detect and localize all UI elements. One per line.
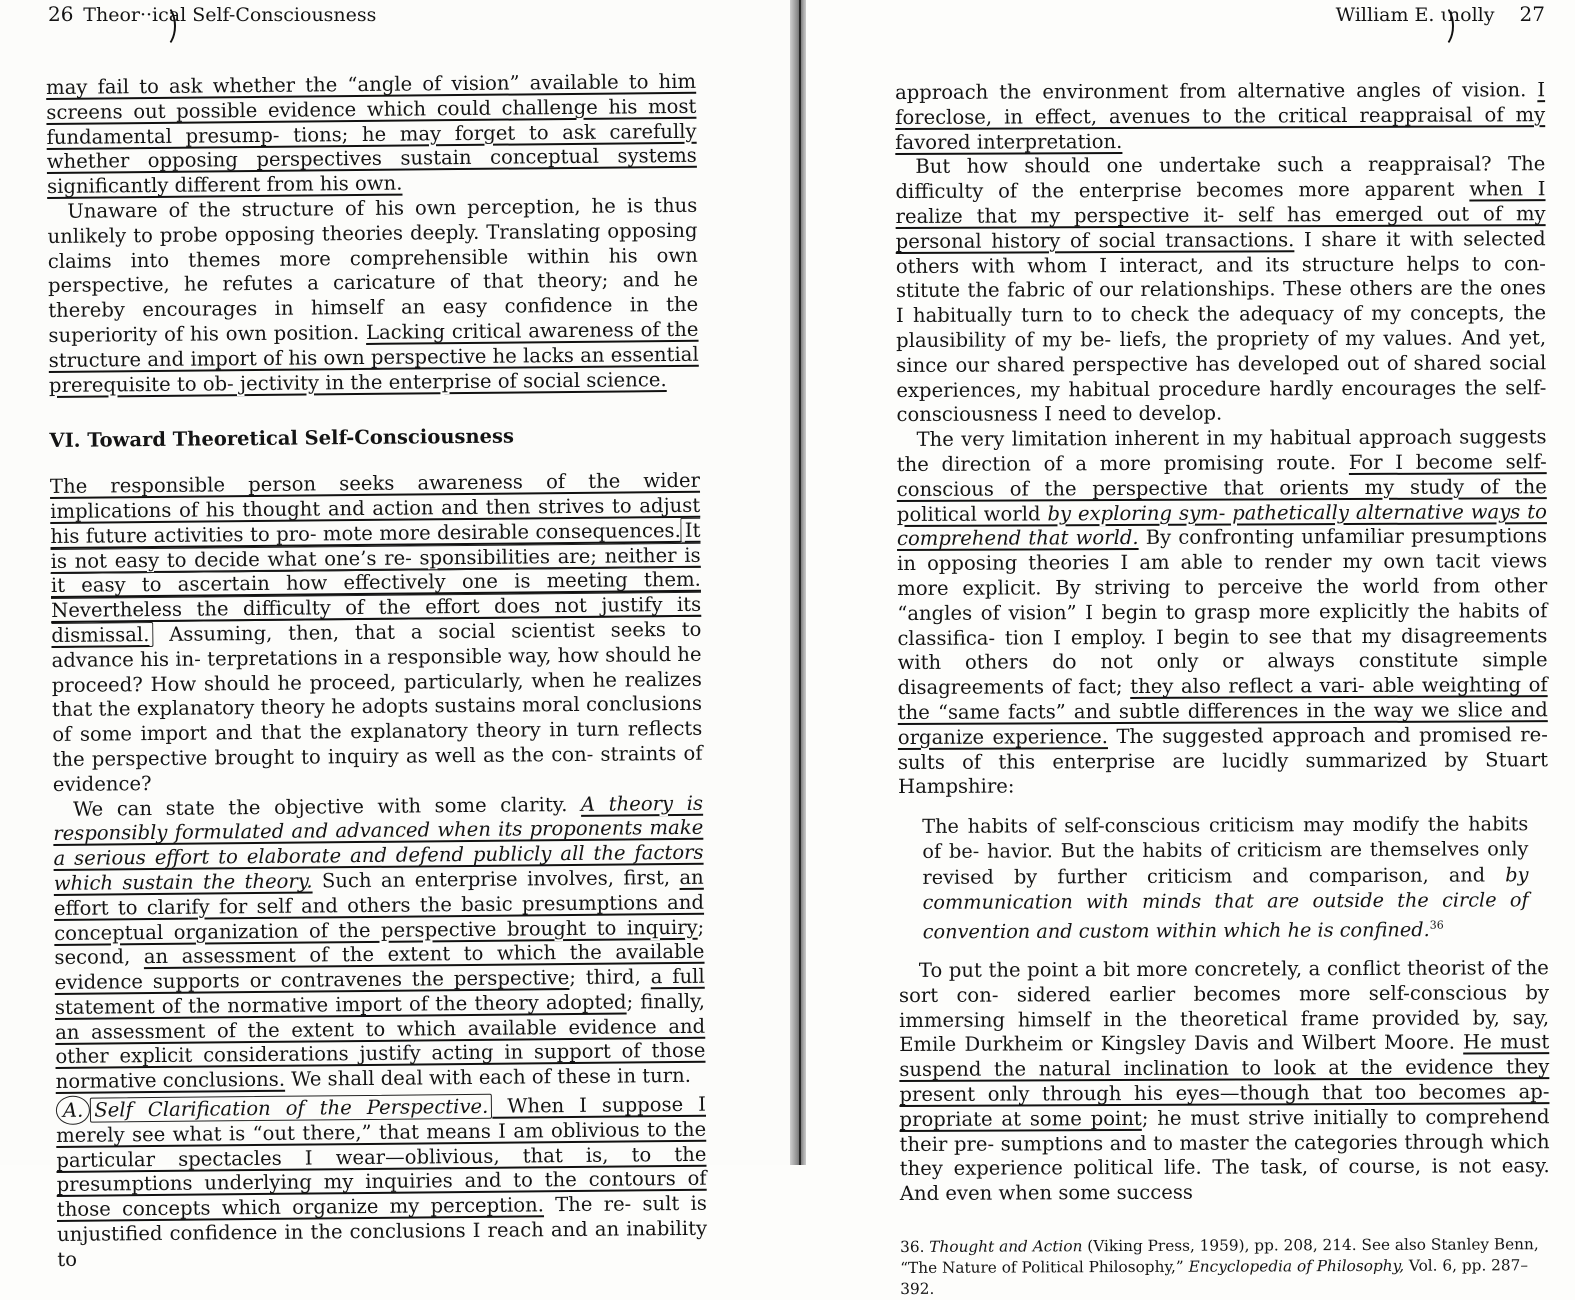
underlined-passage: He must suspend the natural inclination to look at the evidence they present only through his eyes—though that too becomes ap- propriate at some point: [899, 1030, 1550, 1131]
text-run: The habits of self-conscious criticism may modify the habits of be- havior. But the habits of criticism are themselves only revised by further criticism and comparison, and: [922, 812, 1529, 889]
underlined-passage: may fail to ask whether the “angle of vision” available to him screens out possible evidence which could challenge his most fundamental presump- tions; he may forget to ask carefully whether opposing perspectives sustain conceptual systems significantly different from his own.: [46, 69, 697, 199]
left-paragraph-2: [47, 194, 699, 399]
text-run: Vol. 6, pp. 287–392.: [900, 1256, 1529, 1298]
left-page: [0, 0, 790, 1271]
text-run: ; he must strive initially to comprehend their pre- sumptions and to master the categories through which they experience political life. The task, of course, is not easy. And even when some success: [899, 1104, 1550, 1206]
footnote-number: 36.: [900, 1237, 925, 1256]
right-paragraph-4: [899, 956, 1550, 1207]
pen-mark-left: [150, 4, 176, 48]
text-run: approach the environment from alternative angles of vision.: [895, 78, 1538, 104]
right-page: [806, 0, 1575, 1298]
italic-passage: by communication with minds that are outside the circle of convention and custom within which he is confined.: [922, 862, 1529, 944]
italic-underlined-passage: A theory is responsibly formulated and advanced when its proponents make a serious effort to elaborate and defend publicly all the factors which sustain the theory.: [53, 791, 704, 895]
text-run: By confronting unfamiliar presumptions in opposing theories I am able to render my own tacit views more explicit. By striving to perceive the world from other “angles of vision” I begin to grasp more explicitly the habits of classifica- tion I employ. I begin to see that my disagreements with others do not only or always constitute simple disagreements of fact;: [897, 524, 1548, 700]
section-heading: VI. Toward Theoretical Self-Consciousness: [49, 424, 515, 453]
text-run: Assuming, then, that a social scientist seeks to advance his in- terpretations in a responsible way, how should he proceed? How should he proceed, particularly, when he realizes that the explanatory theory he adopts sustains moral conclusions of some import and that the explanatory theory in turn reflects the perspective brought to inquiry as well as the con- straints of evidence?: [51, 617, 703, 796]
underlined-passage: an assessment of the extent to which the available evidence supports or contravenes the perspective: [54, 940, 705, 995]
footnote-title: Encyclopedia of Philosophy,: [1188, 1256, 1405, 1276]
right-paragraph-3: [897, 425, 1549, 800]
underlined-passage: an assessment of the extent to which available evidence and other explicit considerations justify acting in support of those normative conclusions.: [55, 1014, 706, 1094]
right-page-number: 27: [1519, 2, 1545, 26]
text-run: ; second,: [54, 915, 705, 970]
text-run: We shall deal with each of these in turn.: [284, 1064, 692, 1092]
text-run: ; finally,: [626, 989, 706, 1014]
footnote-title: Thought and Action: [929, 1237, 1083, 1256]
text-run: (Viking Press, 1959), pp. 208, 214. See also Stanley Benn, “The Nature of Political Philosophy,”: [900, 1235, 1539, 1277]
bracketed-passage: It is not easy to decide what one’s re- sponsibilities are; neither is it easy to ascertain how effectively one is meeting them. Nevertheless the difficulty of the effort does not justify its dismissal.: [50, 518, 702, 647]
circled-section-letter: A.: [56, 1096, 91, 1125]
book-spine-line: [799, 0, 801, 1165]
text-run: The suggested approach and promised re- sults of this enterprise are lucidly summarized by Stuart Hampshire:: [897, 722, 1549, 799]
pen-mark-right: [1428, 4, 1454, 48]
underlined-passage: a full statement of the normative import of the theory adopted: [54, 964, 705, 1019]
quote-text: [922, 811, 1529, 945]
underlined-passage: For I become self-conscious of the perspective that orients my study of the political world: [896, 450, 1547, 526]
right-paragraph-2: [895, 153, 1546, 429]
underlined-passage: I foreclose, in effect, avenues to the critical reappraisal of my favored interpretation.: [895, 78, 1546, 154]
footnote-reference: 36: [1429, 918, 1444, 932]
right-text-column: [895, 78, 1550, 1300]
underlined-passage: they also reflect a vari- able weighting of the “same facts” and subtle differences in the way we slice and organize experience.: [897, 673, 1548, 749]
footnote-36: [900, 1234, 1550, 1300]
text-run: To put the point a bit more concretely, a conflict theorist of the sort con- sidered earlier becomes more self-conscious by immersing himself in the theoretical frame provided by, say, Emile Durkheim or Kingsley Davis and Wilbert Moore.: [898, 956, 1550, 1057]
left-paragraph-3: [50, 469, 703, 798]
text-run: Such an enterprise involves, first,: [312, 865, 680, 893]
block-quote: [922, 811, 1529, 945]
text-run: The very limitation inherent in my habitual approach suggests the direction of a more promising route.: [896, 425, 1547, 476]
text-run: The re- sult is unjustified confidence in the conclusions I reach and an inability to: [57, 1191, 708, 1271]
left-paragraph-4: [53, 791, 706, 1095]
underlined-passage: The responsible person seeks awareness of the wider implications of his thought and action and then strives to adjust his future activities to pro- mote more desirable consequences.: [49, 468, 701, 548]
text-run: But how should one undertake such a reappraisal? The difficulty of the enterprise becomes more apparent: [895, 152, 1546, 204]
left-running-title: Theor··ical Self-Consciousness: [83, 4, 377, 26]
underlined-passage: When I suppose I merely see what is “out there,” that means I am oblivious to the particular spectacles I wear—oblivious, that is, to the presumptions underlying my inquiries and to the contours of those concepts which organize my perception.: [56, 1092, 707, 1222]
left-text-column: [46, 70, 707, 1273]
text-run: We can state the objective with some clarity.: [72, 792, 582, 821]
underlined-passage: when I realize that my perspective it- self has emerged out of my personal history of social transactions.: [895, 177, 1546, 253]
right-running-title: William E. ɩnolly: [1335, 4, 1495, 26]
footnote: [900, 1234, 1550, 1300]
text-run: Unaware of the structure of his own perception, he is thus unlikely to probe opposing theories deeply. Translating opposing claims into themes more comprehensible within his own perspective, he refutes a caricature of that theory; and he thereby encourages in himself an easy confidence in the superiority of his own position.: [47, 193, 699, 347]
text-run: ; third,: [569, 965, 651, 990]
left-page-number: 26: [48, 2, 74, 26]
right-paragraph-1: [895, 78, 1545, 155]
underlined-passage: Lacking critical awareness of the structure and import of his own perspective he lacks an essential prerequisite to ob- jectivity in the enterprise of social science.: [48, 317, 699, 397]
boxed-section-label: Self Clarification of the Perspective.: [90, 1094, 492, 1123]
underlined-passage: an effort to clarify for self and others the basic presumptions and conceptual organization of the perspective brought to inquiry: [53, 865, 705, 945]
text-run: I share it with selected others with whom I interact, and its structure helps to con- stitute the fabric of our relationships. These others are the ones I habitually turn to to check the adequacy of my concepts, the plausibility of my be- liefs, the propriety of my values. And yet, since our shared perspective has developed out of shared social experiences, my habitual procedure hardly encourages the self-consciousness I need to develop.: [895, 226, 1547, 427]
left-paragraph-1: [46, 70, 697, 200]
italic-underlined-passage: by exploring sym- pathetically alternative ways to comprehend that world.: [896, 499, 1547, 551]
left-paragraph-5: [56, 1093, 708, 1273]
left-running-head: [48, 2, 376, 26]
